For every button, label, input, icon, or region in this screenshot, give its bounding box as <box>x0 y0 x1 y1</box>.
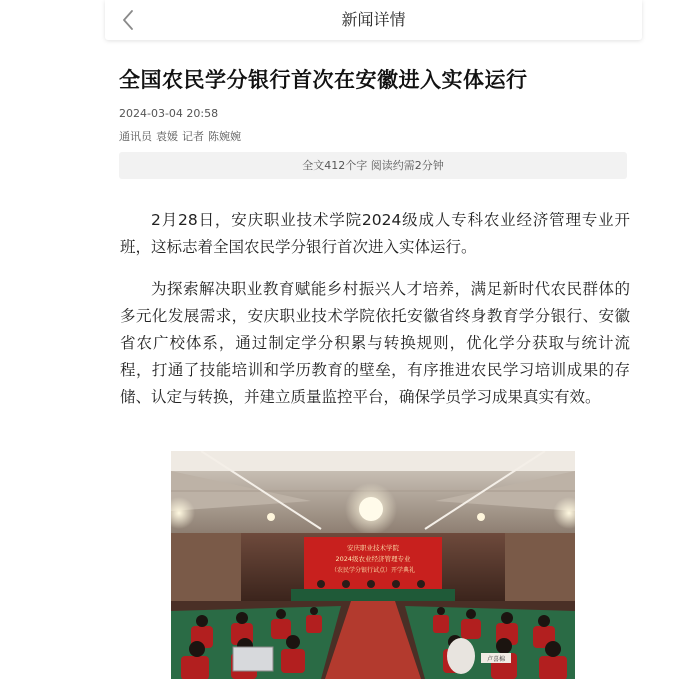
banner-line-1: 安庆职业技术学院 <box>347 544 399 552</box>
banner-line-3: （农民学分银行试点）开学典礼 <box>330 567 416 574</box>
reporter-name: 陈婉婉 <box>208 130 241 143</box>
banner-line-2: 2024级农业经济管理专业 <box>335 555 411 563</box>
article-paragraph: 为探索解决职业教育赋能乡村振兴人才培养，满足新时代农民群体的多元化发展需求，安庆职业技术学院依托安徽省终身教育学分银行、安徽省农广校体系，通过制定学分积累与转换规则，优化学分获取与统计流程，打通了技能培训和学历教育的壁垒，有序推进农民学习培训成果的存储、认定与转换，并建立质量监控平台，确保学员学习成果真实有效。 <box>120 280 630 406</box>
publish-time: 2024-03-04 20:58 <box>119 107 219 120</box>
article-title: 全国农民学分银行首次在安徽进入实体运行 <box>119 68 528 92</box>
reading-info-box: 全文412个字 阅读约需2分钟 <box>119 152 627 179</box>
top-navigation-bar <box>105 0 642 40</box>
article-byline <box>119 129 245 145</box>
article-paragraph: 2月28日，安庆职业技术学院2024级成人专科农业经济管理专业开班，这标志着全国农民学分银行首次进入实体运行。 <box>120 211 630 256</box>
reporter-label: 记者 <box>182 130 204 143</box>
page-title: 新闻详情 <box>341 10 406 29</box>
correspondent-name: 袁媛 <box>156 130 178 143</box>
nameplate-text: 卢喜棉 <box>486 656 506 663</box>
article-photo <box>171 451 575 679</box>
correspondent-label: 通讯员 <box>119 130 152 143</box>
meeting-hall-image <box>171 451 575 679</box>
